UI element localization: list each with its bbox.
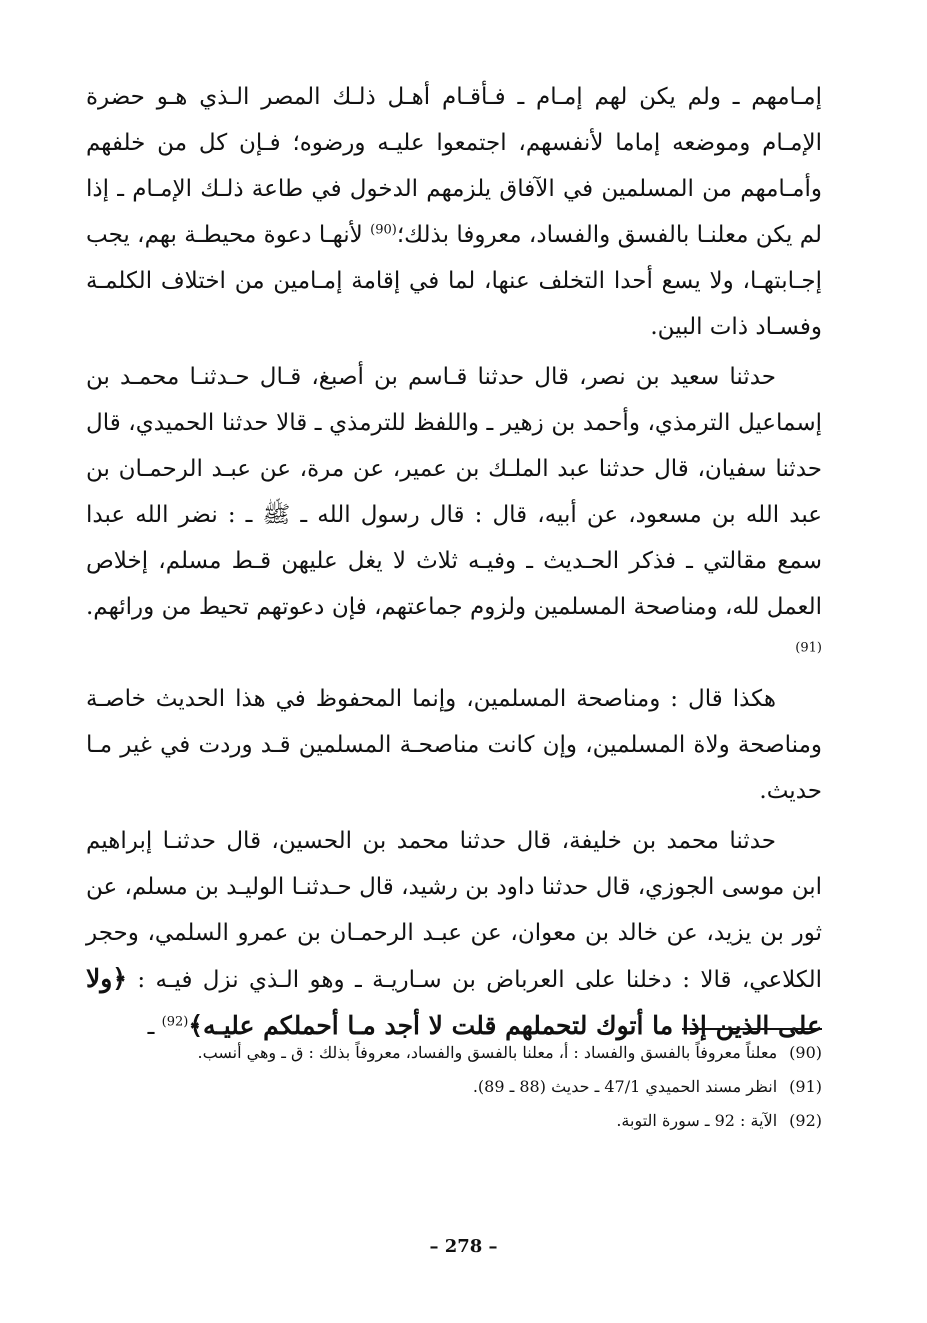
- paragraph-1: [86, 74, 822, 350]
- page-number: – 278 –: [429, 1236, 498, 1257]
- footnote-ref-90: (90): [370, 222, 397, 238]
- paragraph-1-continuation: لأنهـا دعوة محيطـة بهم، يجب إجـابتهـا، ولا يسع أحدا التخلف عنها، لما في إقامة إمـامين من اختلاف الكلمـة وفسـاد ذات البين.: [86, 222, 822, 340]
- paragraph-2: [86, 354, 822, 676]
- footnote-ref-91: (91): [795, 640, 822, 656]
- footnote-number: (92): [789, 1111, 822, 1130]
- footnote-text: انظر مسند الحميدي 47/1 ـ حديث (88 ـ 89).: [472, 1077, 778, 1096]
- footnote-ref-92: (92): [161, 1014, 189, 1030]
- paragraph-4: [86, 818, 822, 1050]
- footnote-92: [86, 1104, 822, 1138]
- footnote-number: (91): [789, 1077, 822, 1096]
- footnote-number: (90): [789, 1043, 822, 1062]
- footnotes: [86, 1036, 822, 1138]
- paragraph-1-text: إمـامهم ـ ولم يكن لهم إمـام ـ فـأقـام أهـل ذلـك المصر الـذي هـو حضرة الإمـام وموضعه إماما لأنفسهم، اجتمعوا عليـه ورضوه؛ فـإن كل من خلفهم وأمـامهم من المسلمين في الآفاق يلزمهم الدخول في طاعة ذلـك الإمـام ـ إذا لم يكن معلنـا بالفسق والفساد، معروفا بذلك؛: [86, 84, 823, 248]
- footnote-90: [86, 1036, 822, 1070]
- footnote-text: الآية : 92 ـ سورة التوبة.: [616, 1111, 778, 1130]
- footnote-text: معلناً معروفاً بالفسق والفساد : أ، معلنا بالفسق والفساد، معروفاً بذلك : ق ـ وهي أنسب.: [197, 1043, 778, 1062]
- quran-verse: ﴿ولا على الذين إذا ما أتوك لتحملهم قلت لا أجد مـا أحملكم عليـه﴾: [86, 964, 822, 1040]
- paragraph-2-text: حدثنا سعيد بن نصر، قال حدثنا قـاسم بن أصبغ، قـال حـدثنـا محمـد بن إسماعيل الترمذي، وأحمد بن زهير ـ واللفظ للترمذي ـ قالا حدثنا الحميدي، قال حدثنا سفيان، قال حدثنا عبد الملـك بن عمير، عن مرة، عن عبـد الرحمـان بن عبد الله بن مسعود، عن أبيه، قال : قال رسول الله ـ ﷺ ـ : نضر الله عبدا سمع مقالتي ـ فذكر الحـديث ـ وفيـه ثلاث لا يغل عليهن قـط مسلم، إخلاص العمل لله، ومناصحة المسلمين ولزوم جماعتهم، فإن دعوتهم تحيط من ورائهم.: [86, 364, 822, 620]
- main-text: [86, 74, 822, 1050]
- verse-tail-dash: ـ: [147, 1014, 155, 1040]
- footnote-separator: [682, 1028, 822, 1030]
- footnote-91: [86, 1070, 822, 1104]
- paragraph-3-text: هكذا قال : ومناصحة المسلمين، وإنما المحفوظ في هذا الحديث خاصـة ومناصحة ولاة المسلمين، وإن كانت مناصحـة المسلمين قـد وردت في غير مـا حديث.: [86, 686, 822, 804]
- paragraph-3: [86, 676, 822, 814]
- paragraph-4-text: حدثنا محمد بن خليفة، قال حدثنا محمد بن الحسين، قال حدثنـا إبراهيم ابن موسى الجوزي، قال حدثنا داود بن رشيد، قال حـدثنـا الوليـد بن مسلم، عن ثور بن يزيد، عن خالد بن معوان، عن عبـد الرحمـان بن عمرو السلمي، وحجر الكلاعي، قالا : دخلنا على العرباض بن سـاريـة ـ وهو الـذي نزل فيـه :: [86, 828, 822, 993]
